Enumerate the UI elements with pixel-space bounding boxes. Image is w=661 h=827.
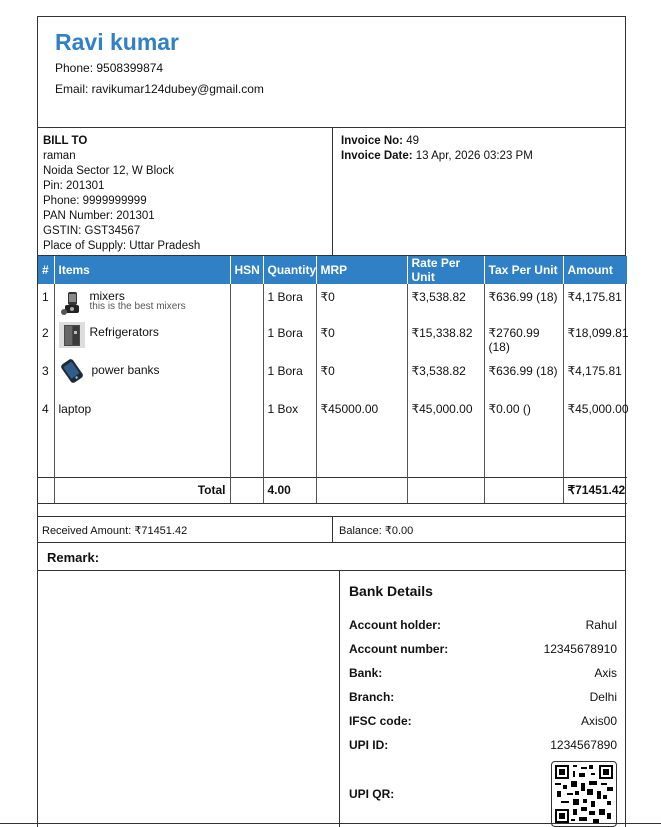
page-bottom-divider — [0, 823, 661, 824]
bank-details-title: Bank Details — [348, 582, 433, 599]
items-table — [38, 256, 627, 504]
place-of-supply: Place of Supply: Uttar Pradesh — [43, 240, 201, 252]
total-label: Total — [54, 477, 230, 503]
customer-gstin: GSTIN: GST34567 — [43, 225, 141, 237]
item-name: mixers — [89, 289, 125, 303]
upi-qr-label: UPI QR: — [348, 786, 395, 801]
bank-row-account-holder: Account holder: Rahul — [348, 617, 617, 632]
bank-row-upi-id: UPI ID: 1234567890 — [348, 737, 617, 752]
invoice-info-block — [333, 128, 625, 255]
col-header-hsn: HSN — [230, 256, 263, 284]
remark-area — [38, 571, 339, 827]
invoice-date: Invoice Date: 13 Apr, 2026 03:23 PM — [341, 150, 533, 162]
qr-code-icon — [551, 761, 617, 827]
remark-label: Remark: — [38, 543, 625, 571]
payment-row — [38, 516, 625, 543]
table-row: 3 power banks 1 Bora ₹0 ₹3,538.82 ₹636.99 (18) ₹4,175.81 — [38, 354, 627, 392]
mixer-icon — [59, 290, 85, 316]
col-header-number: # — [38, 256, 54, 284]
item-name: laptop — [54, 392, 230, 477]
customer-name: raman — [43, 150, 76, 162]
table-row: 2 Refrigerators 1 Bora ₹0 ₹15,338.82 ₹2760.99 (18) ₹18,099.81 — [38, 316, 627, 354]
col-header-tax: Tax Per Unit — [484, 256, 563, 284]
total-quantity: 4.00 — [263, 477, 316, 503]
customer-phone: Phone: 9999999999 — [43, 195, 147, 207]
bill-to-title: BILL TO — [43, 135, 88, 147]
bill-info-row — [38, 128, 625, 256]
bank-row-bank: Bank: Axis — [348, 665, 617, 680]
seller-email: Email: ravikumar124dubey@gmail.com — [55, 82, 264, 96]
upi-qr-row — [349, 761, 617, 827]
invoice-number: Invoice No: 49 — [341, 135, 419, 147]
table-row: 1 mixers this is the best mixers 1 Bora ₹0 ₹3,538.82 ₹636.99 (18) ₹4,175.81 — [38, 284, 627, 316]
item-name: power banks — [91, 363, 160, 377]
bank-row-account-number: Account number: 12345678910 — [348, 641, 617, 656]
customer-pan: PAN Number: 201301 — [43, 210, 155, 222]
bill-to-block — [38, 128, 333, 255]
refrigerator-icon — [59, 322, 85, 348]
item-description: this is the best mixers — [89, 301, 186, 312]
col-header-items: Items — [54, 256, 230, 284]
table-row: 4 laptop 1 Box ₹45000.00 ₹45,000.00 ₹0.00 () ₹45,000.00 — [38, 392, 627, 477]
customer-address: Noida Sector 12, W Block — [43, 165, 175, 177]
bottom-section — [38, 571, 625, 827]
balance-amount: Balance: ₹0.00 — [339, 524, 414, 537]
col-header-amount: Amount — [563, 256, 627, 284]
total-row — [38, 477, 627, 503]
power-bank-icon — [59, 358, 85, 384]
received-amount: Received Amount: ₹71451.42 — [38, 517, 333, 542]
table-header-row — [38, 256, 627, 284]
col-header-rate: Rate Per Unit — [407, 256, 484, 284]
invoice-page — [37, 16, 629, 827]
seller-header — [38, 17, 625, 128]
item-name: Refrigerators — [89, 325, 159, 339]
bank-row-ifsc: IFSC code: Axis00 — [348, 713, 617, 728]
total-amount: ₹71451.42 — [563, 477, 627, 503]
col-header-quantity: Quantity — [263, 256, 316, 284]
customer-pin: Pin: 201301 — [43, 180, 105, 192]
bank-details-box — [339, 571, 625, 827]
bank-row-branch: Branch: Delhi — [348, 689, 617, 704]
col-header-mrp: MRP — [316, 256, 407, 284]
seller-phone: Phone: 9508399874 — [55, 61, 164, 75]
seller-name: Ravi kumar — [55, 29, 180, 55]
